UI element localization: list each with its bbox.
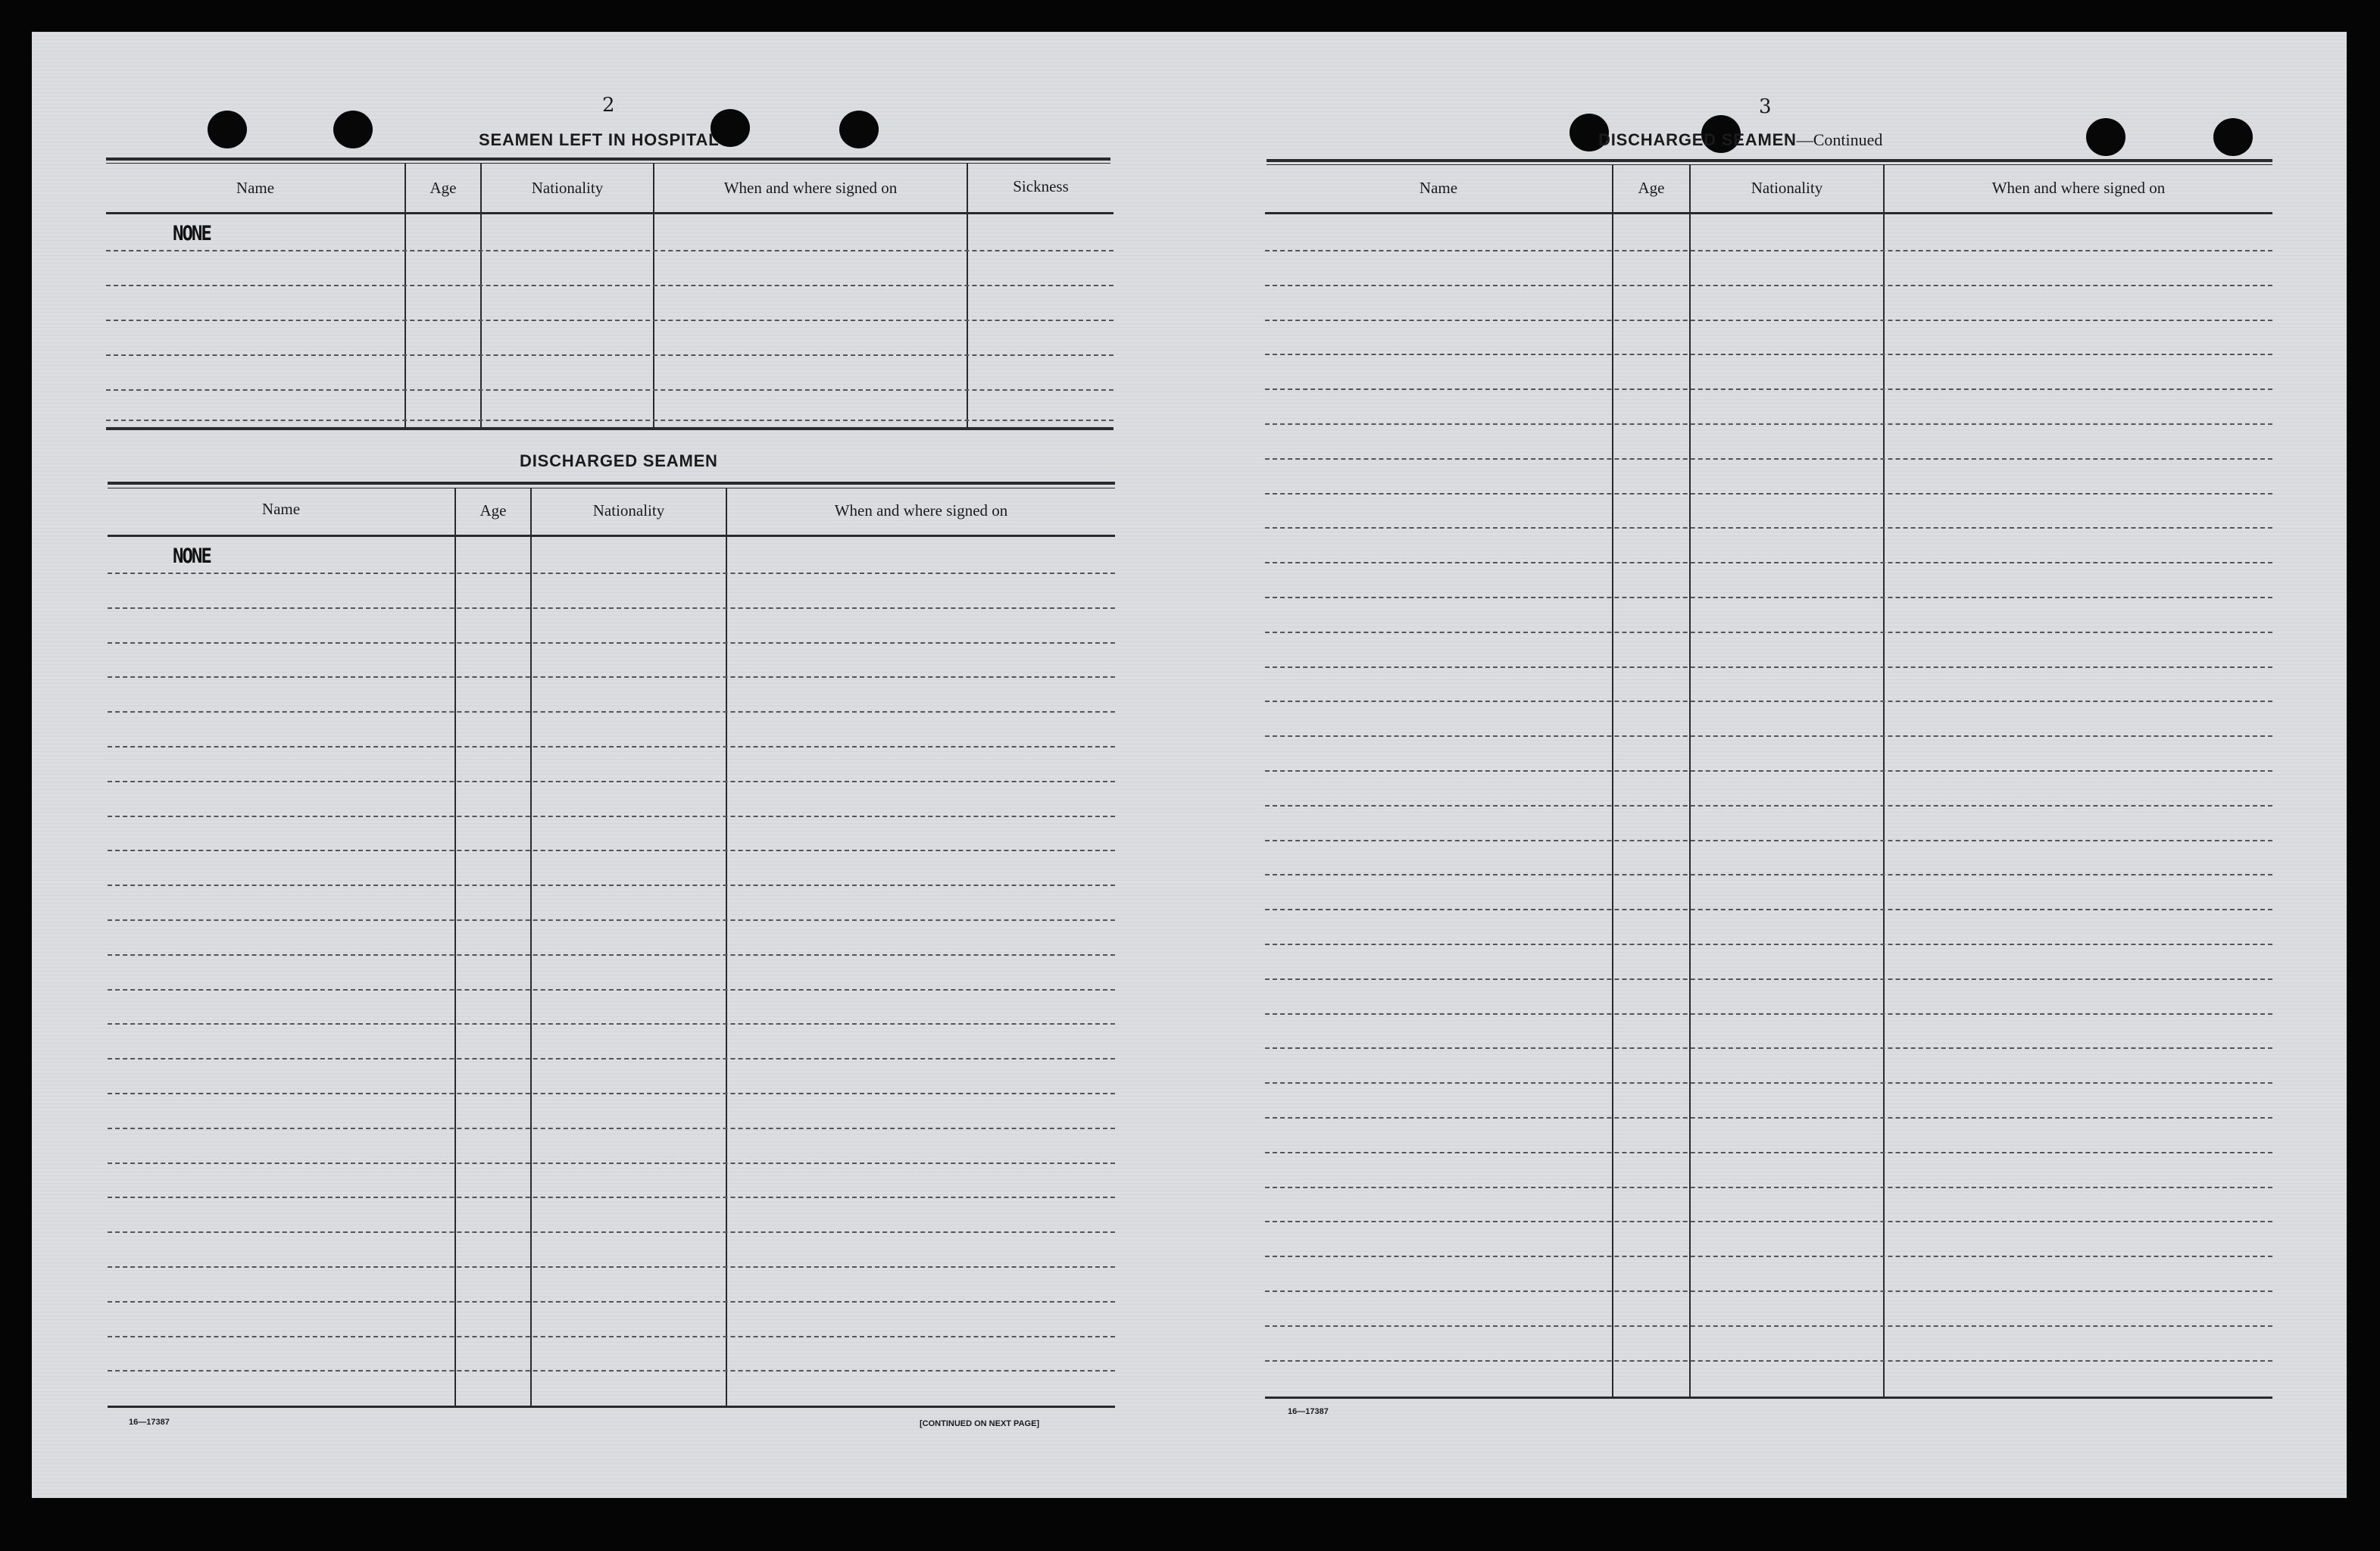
right-header-age: Age xyxy=(1638,179,1665,197)
hospital-header-age: Age xyxy=(429,179,457,197)
ledger-sheet xyxy=(32,32,2347,1498)
discharged-continued-row-line xyxy=(1265,1013,2272,1015)
right-top-rule-thin xyxy=(1267,164,2272,165)
discharged-continued-row-line xyxy=(1265,666,2272,668)
right-col-divider xyxy=(1612,165,1613,1397)
discharged-row-line xyxy=(108,816,1115,817)
discharged-col-divider xyxy=(726,488,727,1406)
form-number-right: 16—17387 xyxy=(1288,1407,1329,1416)
discharged-continued-row-line xyxy=(1265,250,2272,251)
hospital-none-stamp: NONE xyxy=(173,221,211,245)
hospital-header-signed-on: When and where signed on xyxy=(723,179,898,197)
discharged-row-line xyxy=(108,781,1115,782)
discharged-continued-row-line xyxy=(1265,527,2272,529)
discharged-header-nationality: Nationality xyxy=(592,501,665,520)
page-number-left: 2 xyxy=(602,94,615,117)
hospital-row-line xyxy=(106,320,1113,321)
hospital-bottom-rule xyxy=(106,427,1113,430)
hospital-header-nationality: Nationality xyxy=(531,179,604,197)
discharged-bottom-rule xyxy=(108,1406,1115,1408)
page-number-right: 3 xyxy=(1759,95,1772,118)
discharged-continued-row-line xyxy=(1265,978,2272,980)
discharged-row-line xyxy=(108,919,1115,921)
hospital-col-divider xyxy=(404,164,406,427)
right-header-nationality: Nationality xyxy=(1751,179,1823,197)
discharged-row-line xyxy=(108,1197,1115,1198)
discharged-row-line xyxy=(108,1093,1115,1094)
discharged-row-line xyxy=(108,1266,1115,1268)
discharged-continued-row-line xyxy=(1265,735,2272,737)
discharged-header-age: Age xyxy=(479,501,507,520)
discharged-row-line xyxy=(108,642,1115,644)
right-col-divider xyxy=(1689,165,1691,1397)
discharged-continued-row-line xyxy=(1265,458,2272,460)
right-header-signed-on: When and where signed on xyxy=(1991,179,2166,197)
discharged-continued-row-line xyxy=(1265,909,2272,910)
form-number-left: 16—17387 xyxy=(129,1418,170,1427)
hospital-row-line xyxy=(106,250,1113,251)
discharged-continued-title xyxy=(1598,130,1882,150)
discharged-continued-row-line xyxy=(1265,1152,2272,1153)
hospital-top-rule xyxy=(106,158,1110,161)
discharged-continued-row-line xyxy=(1265,320,2272,321)
punch-hole xyxy=(839,111,879,148)
discharged-continued-row-line xyxy=(1265,354,2272,355)
discharged-continued-row-line xyxy=(1265,874,2272,875)
discharged-row-line xyxy=(108,1023,1115,1025)
discharged-continued-row-line xyxy=(1265,632,2272,633)
discharged-row-line xyxy=(108,711,1115,713)
punch-hole xyxy=(208,111,247,148)
discharged-continued-row-line xyxy=(1265,389,2272,390)
discharged-header-name: Name xyxy=(261,500,301,518)
discharged-continued-row-line xyxy=(1265,944,2272,945)
discharged-section-title: DISCHARGED SEAMEN xyxy=(520,451,718,470)
discharged-continued-row-line xyxy=(1265,493,2272,495)
discharged-none-stamp: NONE xyxy=(173,544,211,568)
discharged-continued-row-line xyxy=(1265,1082,2272,1084)
title-main: DISCHARGED SEAMEN xyxy=(1598,130,1797,149)
discharged-row-line xyxy=(108,954,1115,956)
discharged-continued-row-line xyxy=(1265,562,2272,563)
discharged-continued-row-line xyxy=(1265,840,2272,841)
discharged-row-line xyxy=(108,607,1115,609)
discharged-row-line xyxy=(108,1128,1115,1129)
discharged-continued-row-line xyxy=(1265,1221,2272,1222)
discharged-continued-row-line xyxy=(1265,1290,2272,1292)
hospital-row-line xyxy=(106,285,1113,286)
hospital-row-line xyxy=(106,389,1113,391)
discharged-row-line xyxy=(108,1370,1115,1372)
discharged-row-line xyxy=(108,1231,1115,1233)
discharged-continued-row-line xyxy=(1265,805,2272,807)
discharged-row-line xyxy=(108,885,1115,886)
hospital-row-line xyxy=(106,354,1113,356)
hospital-col-divider xyxy=(480,164,482,427)
discharged-continued-row-line xyxy=(1265,1325,2272,1327)
discharged-col-divider xyxy=(530,488,532,1406)
discharged-continued-row-line xyxy=(1265,285,2272,286)
discharged-row-line xyxy=(108,573,1115,574)
punch-hole xyxy=(333,111,373,148)
title-suffix: —Continued xyxy=(1796,130,1883,149)
punch-hole xyxy=(2213,118,2253,156)
right-header-rule xyxy=(1265,212,2272,214)
hospital-col-divider xyxy=(653,164,654,427)
hospital-header-sickness: Sickness xyxy=(1013,177,1069,195)
discharged-continued-row-line xyxy=(1265,1187,2272,1188)
discharged-continued-row-line xyxy=(1265,597,2272,598)
discharged-header-rule xyxy=(108,535,1115,537)
discharged-continued-row-line xyxy=(1265,1360,2272,1362)
hospital-header-rule xyxy=(106,212,1113,214)
discharged-row-line xyxy=(108,746,1115,747)
discharged-row-line xyxy=(108,1162,1115,1164)
discharged-row-line xyxy=(108,1301,1115,1303)
discharged-col-divider xyxy=(454,488,456,1406)
hospital-row-line xyxy=(106,420,1113,421)
hospital-col-divider xyxy=(967,164,968,427)
hospital-section-title: SEAMEN LEFT IN HOSPITAL xyxy=(479,130,720,149)
discharged-continued-row-line xyxy=(1265,423,2272,425)
right-header-name: Name xyxy=(1419,179,1458,197)
punch-hole xyxy=(2086,118,2125,156)
discharged-row-line xyxy=(108,676,1115,678)
right-top-rule xyxy=(1267,159,2272,162)
discharged-continued-row-line xyxy=(1265,1047,2272,1049)
discharged-row-line xyxy=(108,989,1115,991)
hospital-header-name: Name xyxy=(236,179,275,197)
right-bottom-rule xyxy=(1265,1397,2272,1399)
discharged-row-line xyxy=(108,1058,1115,1059)
discharged-continued-row-line xyxy=(1265,770,2272,772)
right-col-divider xyxy=(1883,165,1885,1397)
discharged-continued-row-line xyxy=(1265,701,2272,702)
continued-note: [CONTINUED ON NEXT PAGE] xyxy=(920,1419,1040,1428)
discharged-header-signed-on: When and where signed on xyxy=(834,501,1008,520)
discharged-continued-row-line xyxy=(1265,1256,2272,1257)
discharged-row-line xyxy=(108,1336,1115,1337)
discharged-row-line xyxy=(108,850,1115,851)
discharged-top-rule xyxy=(108,482,1115,485)
hospital-top-rule-thin xyxy=(106,163,1110,164)
discharged-continued-row-line xyxy=(1265,1117,2272,1119)
